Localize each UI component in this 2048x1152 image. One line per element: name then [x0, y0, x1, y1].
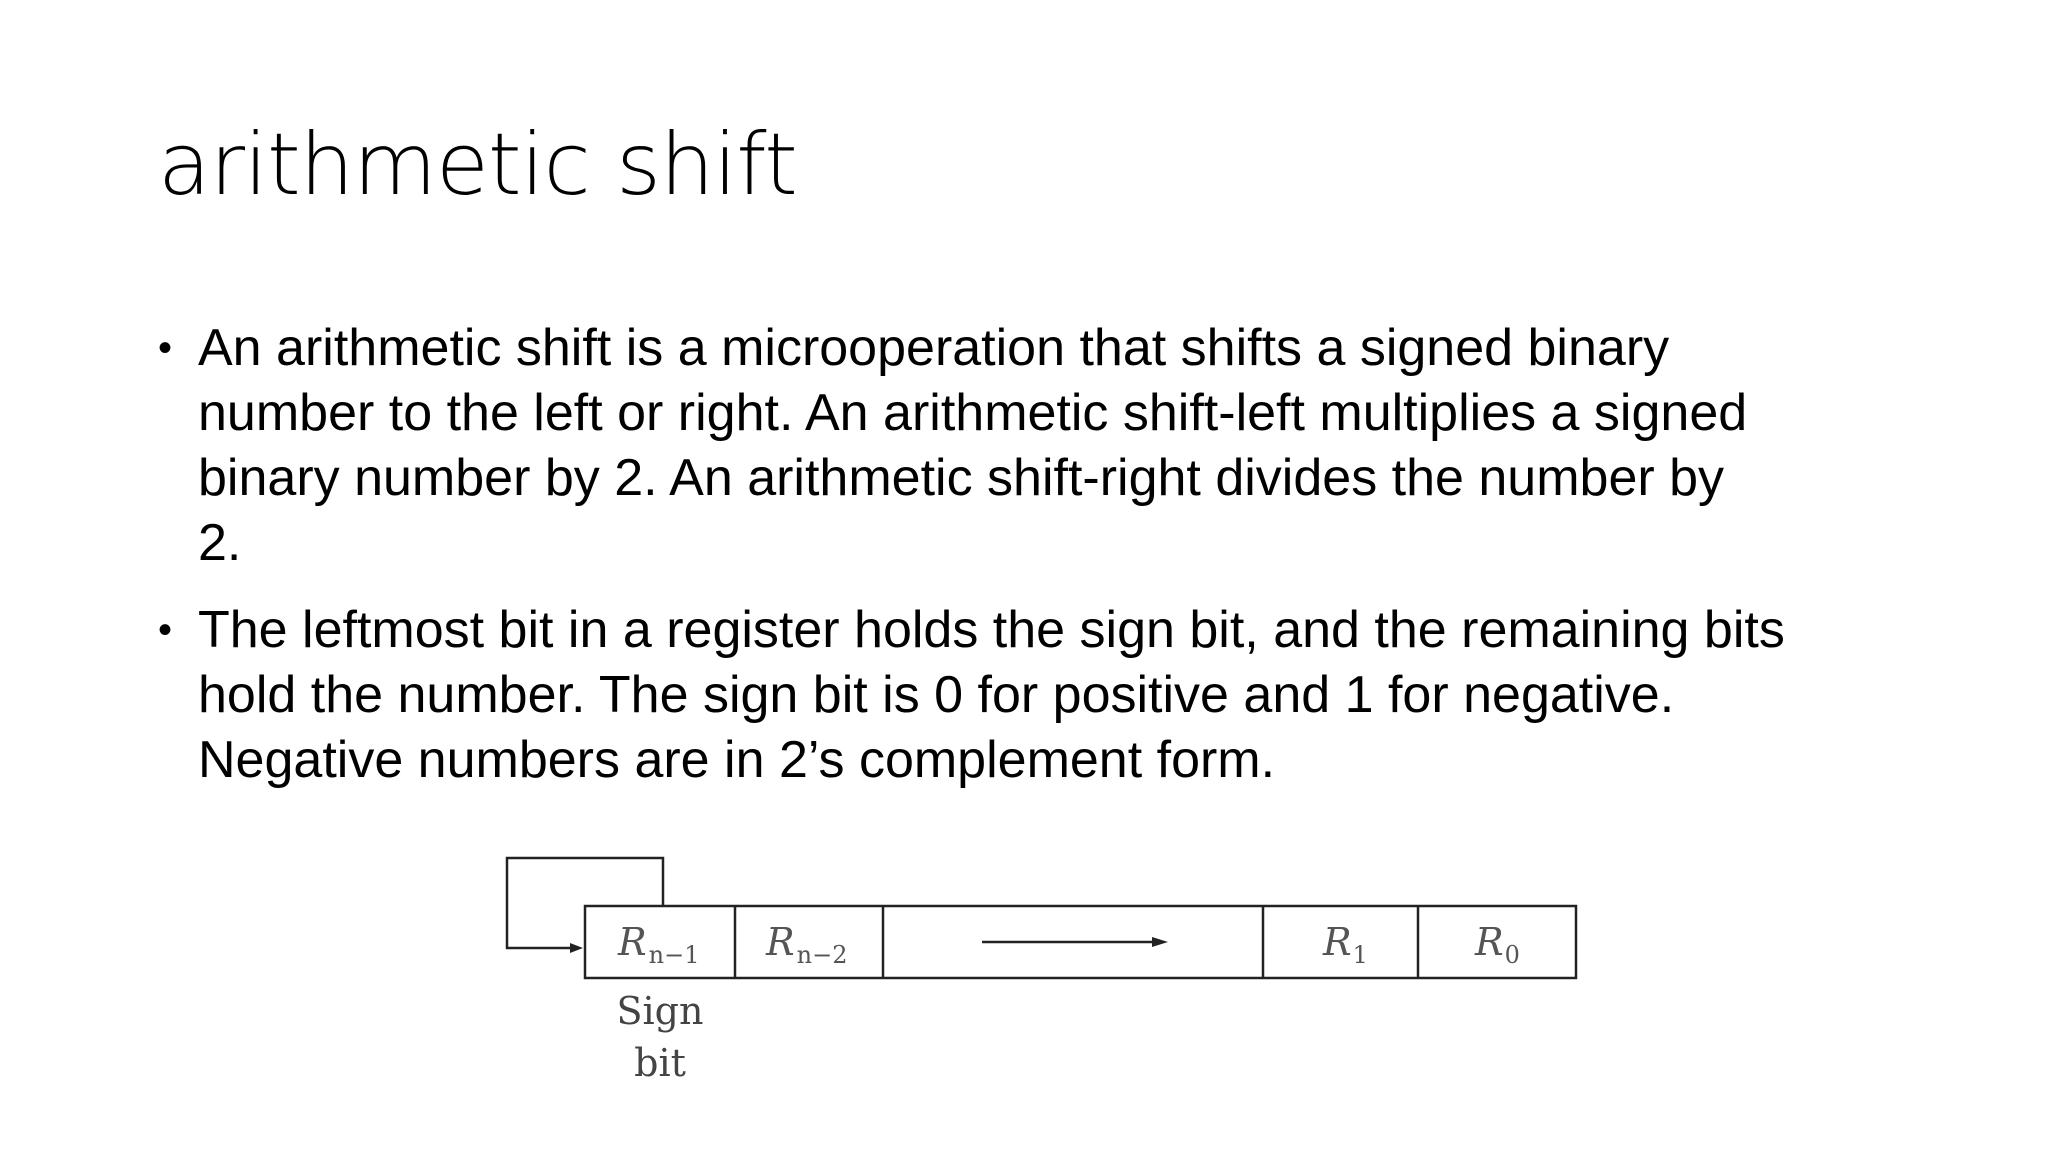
- bullet-dot-icon: •: [158, 608, 173, 652]
- bullet-line: The leftmost bit in a register holds the sign bit, and the remaining bits: [198, 601, 1785, 659]
- bullet-line: hold the number. The sign bit is 0 for positive and 1 for negative.: [198, 666, 1675, 724]
- bullet-line: Negative numbers are in 2’s complement form.: [198, 731, 1276, 789]
- arithmetic-shift-diagram: [500, 848, 1580, 1108]
- bullet-dot-icon: •: [158, 326, 173, 370]
- register-cell-r-n-1: $R_{n-1}$: [618, 920, 700, 969]
- sign-feedback-arrowhead-icon: [570, 943, 583, 953]
- sign-bit-label-line2: bit: [634, 1041, 686, 1085]
- register-cell-r-n-2: $R_{n-2}$: [766, 920, 848, 969]
- sign-bit-label-line1: Sign: [616, 989, 704, 1033]
- register-diagram-svg: [500, 848, 1580, 1108]
- shift-right-arrowhead-icon: [1152, 937, 1168, 947]
- bullet-line: 2.: [198, 514, 242, 572]
- bullet-list: [158, 316, 1918, 815]
- bullet-item: [158, 316, 1918, 576]
- register-cell-r-0: $R_0$: [1475, 920, 1520, 969]
- bullet-line: binary number by 2. An arithmetic shift-right divides the number by: [198, 449, 1725, 507]
- bullet-line: number to the left or right. An arithmetic shift-left multiplies a signed: [198, 384, 1748, 442]
- register-cell-r-1: $R_1$: [1323, 920, 1368, 969]
- bullet-item: [158, 598, 1918, 793]
- bullet-line: An arithmetic shift is a microoperation that shifts a signed binary: [198, 319, 1670, 377]
- slide-title: arithmetic shift: [158, 115, 797, 215]
